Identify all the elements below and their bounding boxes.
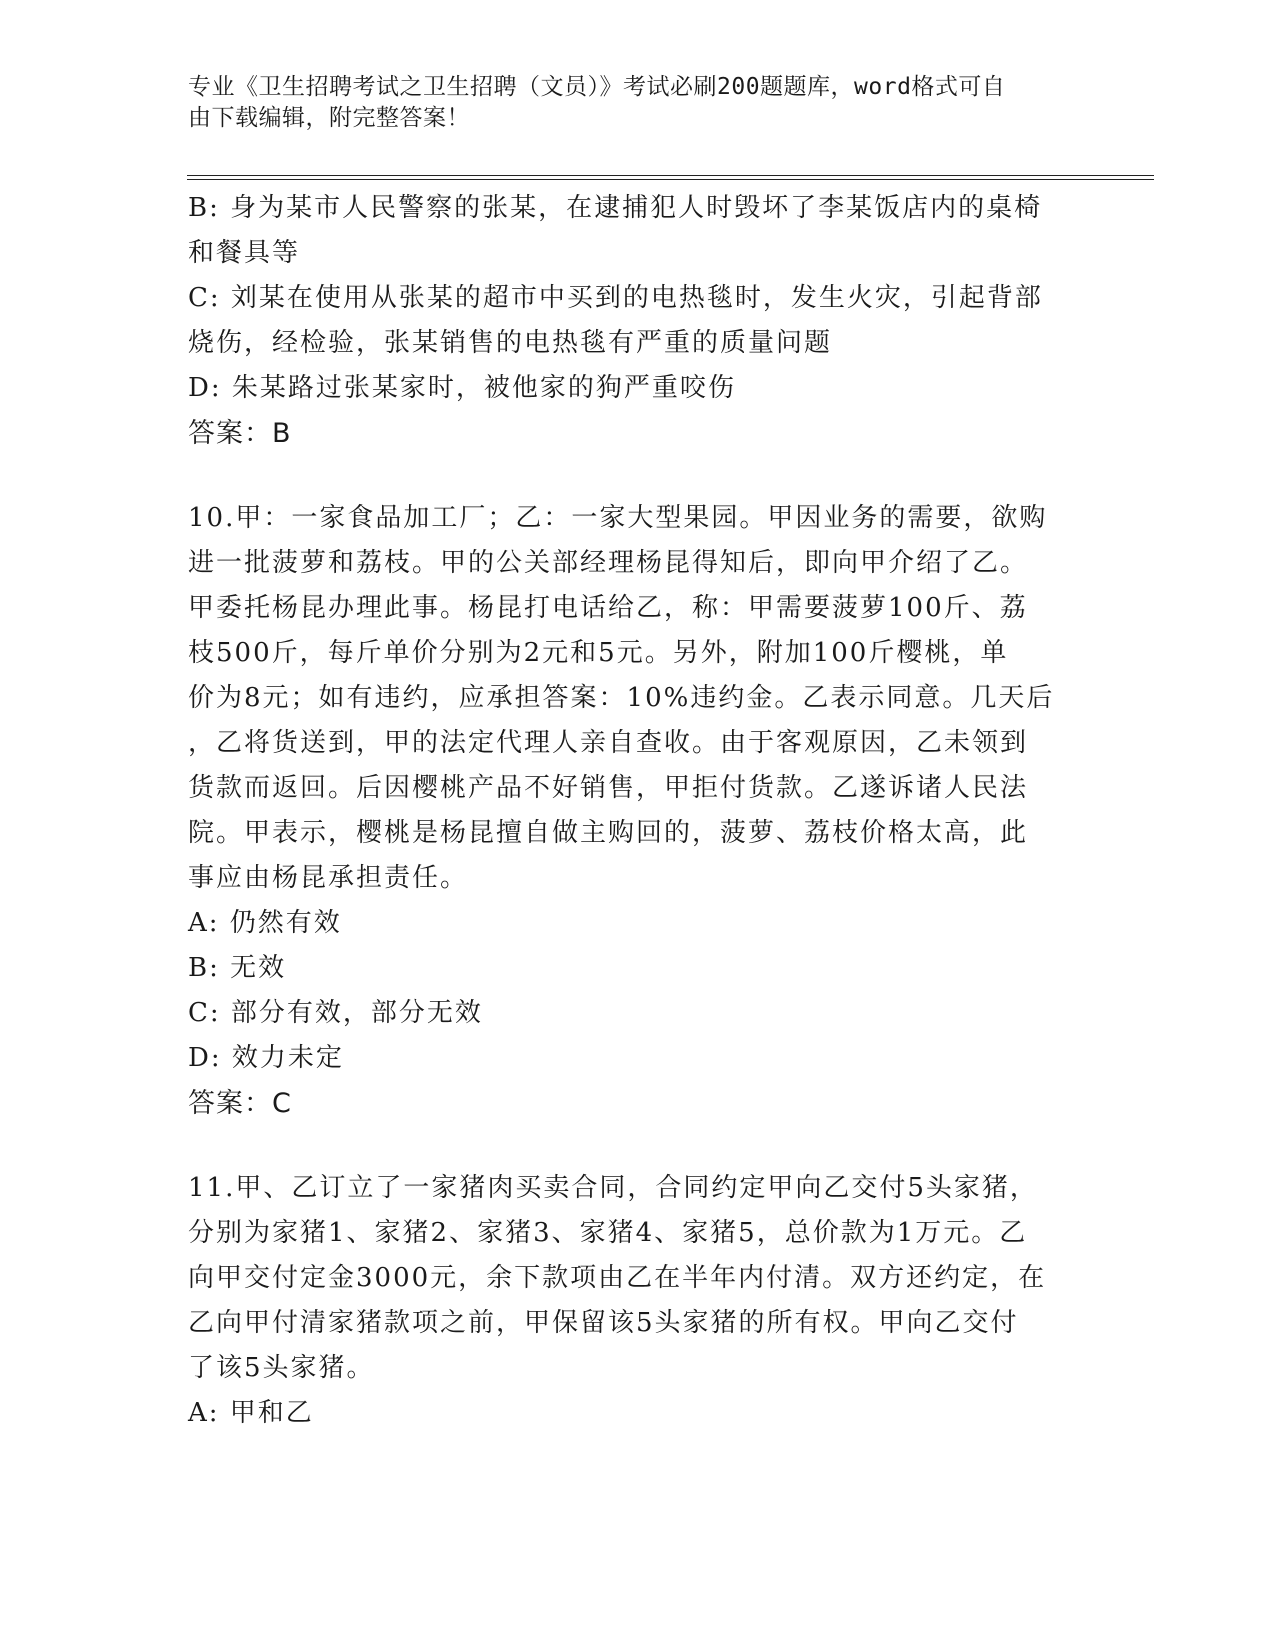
stem-line: 价为8元；如有违约，应承担答案：10%违约金。乙表示同意。几天后 bbox=[188, 683, 1055, 713]
option-d: D: 效力未定 bbox=[188, 1043, 344, 1073]
answer-label: 答案：B bbox=[188, 418, 292, 449]
spacer bbox=[188, 1126, 1078, 1166]
header-title-line-2: 由下载编辑，附完整答案！ bbox=[188, 105, 470, 131]
option-b-line-1: B: 身为某市人民警察的张某，在逮捕犯人时毁坏了李某饭店内的桌椅 bbox=[188, 193, 1043, 223]
answer-label: 答案：C bbox=[188, 1088, 292, 1119]
option-b-line-2: 和餐具等 bbox=[188, 238, 301, 268]
stem-line: 10.甲：一家食品加工厂；乙：一家大型果园。甲因业务的需要，欲购 bbox=[188, 503, 1048, 533]
option-c: C: 部分有效，部分无效 bbox=[188, 998, 483, 1028]
stem-line: 枝500斤，每斤单价分别为2元和5元。另外，附加100斤樱桃，单 bbox=[188, 638, 1009, 668]
stem-line: 甲委托杨昆办理此事。杨昆打电话给乙，称：甲需要菠萝100斤、荔 bbox=[188, 593, 1028, 623]
option-c-line-1: C: 刘某在使用从张某的超市中买到的电热毯时，发生火灾，引起背部 bbox=[188, 283, 1043, 313]
header-divider bbox=[187, 175, 1154, 180]
spacer bbox=[188, 456, 1078, 496]
question-11 bbox=[188, 1166, 1078, 1436]
stem-line: 了该5头家猪。 bbox=[188, 1353, 375, 1383]
question-9-tail bbox=[188, 186, 1078, 456]
stem-line: 分别为家猪1、家猪2、家猪3、家猪4、家猪5，总价款为1万元。乙 bbox=[188, 1218, 1028, 1248]
option-c-line-2: 烧伤，经检验，张某销售的电热毯有严重的质量问题 bbox=[188, 328, 833, 358]
option-d-line-1: D: 朱某路过张某家时，被他家的狗严重咬伤 bbox=[188, 373, 736, 403]
document-header bbox=[188, 72, 1078, 134]
stem-line: 进一批菠萝和荔枝。甲的公关部经理杨昆得知后，即向甲介绍了乙。 bbox=[188, 548, 1029, 578]
option-b: B: 无效 bbox=[188, 953, 287, 983]
option-a: A: 仍然有效 bbox=[188, 908, 342, 938]
stem-line: 11.甲、乙订立了一家猪肉买卖合同，合同约定甲向乙交付5头家猪， bbox=[188, 1173, 1038, 1203]
stem-line: 乙向甲付清家猪款项之前，甲保留该5头家猪的所有权。甲向乙交付 bbox=[188, 1308, 1019, 1338]
question-content bbox=[188, 186, 1078, 1436]
stem-line: 货款而返回。后因樱桃产品不好销售，甲拒付货款。乙遂诉诸人民法 bbox=[188, 773, 1029, 803]
option-a: A: 甲和乙 bbox=[188, 1398, 314, 1428]
stem-line: 向甲交付定金3000元，余下款项由乙在半年内付清。双方还约定，在 bbox=[188, 1263, 1047, 1293]
stem-line: 事应由杨昆承担责任。 bbox=[188, 863, 469, 893]
stem-line: ，乙将货送到，甲的法定代理人亲自查收。由于客观原因，乙未领到 bbox=[188, 728, 1029, 758]
header-title-line-1: 专业《卫生招聘考试之卫生招聘（文员）》考试必刷200题题库，word格式可自 bbox=[188, 74, 1006, 100]
question-10 bbox=[188, 496, 1078, 1126]
stem-line: 院。甲表示，樱桃是杨昆擅自做主购回的，菠萝、荔枝价格太高，此 bbox=[188, 818, 1029, 848]
